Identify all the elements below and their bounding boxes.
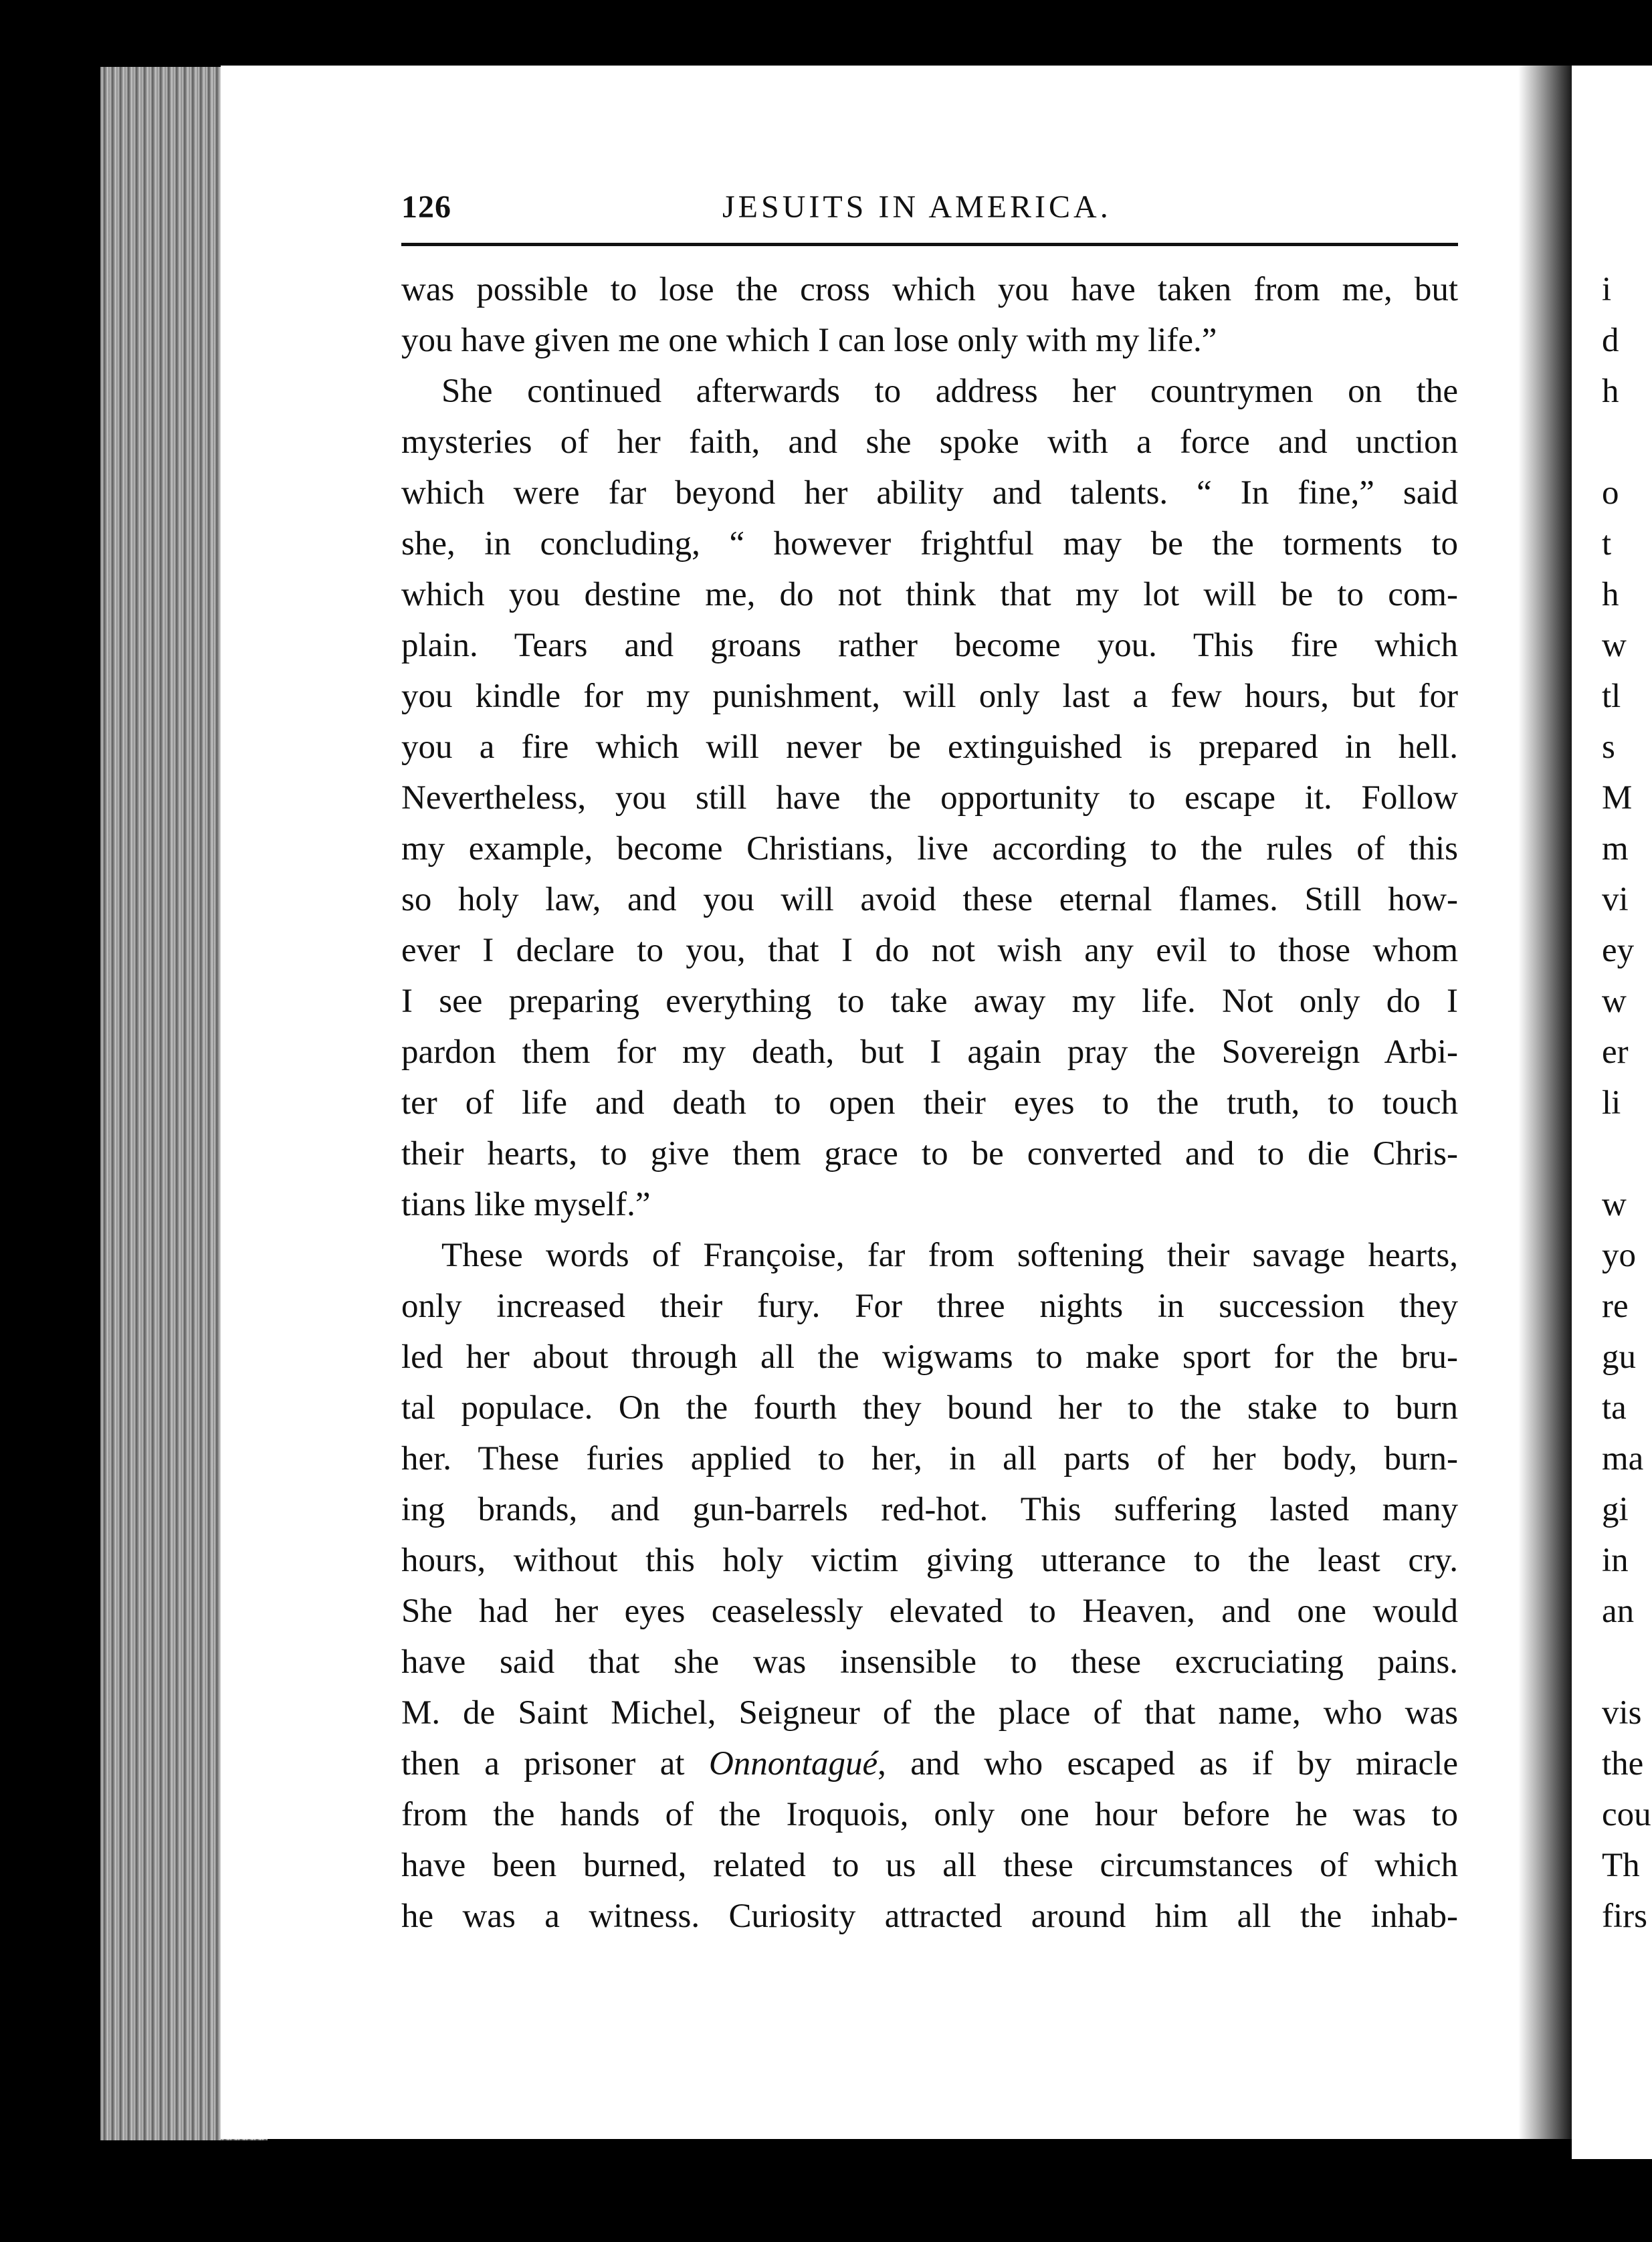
text-line: only increased their fury. For three nights in succession they	[401, 1288, 1458, 1325]
text-line: ever I declare to you, that I do not wish any evil to those whom	[401, 932, 1458, 969]
facing-text-fragment: in	[1602, 1542, 1629, 1579]
text-line: I see preparing everything to take away my life. Not only do I	[401, 983, 1458, 1020]
text-line: plain. Tears and groans rather become you. This fire which	[401, 627, 1458, 664]
text-line: ing brands, and gun-barrels red-hot. This suffering lasted many	[401, 1491, 1458, 1528]
facing-text-fragment: an	[1602, 1593, 1635, 1630]
text-line: which were far beyond her ability and talents. “ In fine,” said	[401, 474, 1458, 512]
facing-text-fragment: vis	[1602, 1694, 1642, 1732]
facing-text-fragment: ta	[1602, 1389, 1627, 1427]
facing-text-fragment: Th	[1602, 1847, 1640, 1884]
text-line: so holy law, and you will avoid these eternal flames. Still how-	[401, 881, 1458, 918]
text-line: M. de Saint Michel, Seigneur of the place of that name, who was	[401, 1694, 1458, 1732]
facing-text-fragment: li	[1602, 1084, 1621, 1122]
text-line: she, in concluding, “ however frightful may be the torments to	[401, 525, 1458, 563]
page-header	[401, 189, 1458, 242]
facing-text-fragment: m	[1602, 830, 1629, 868]
facing-text-fragment: h	[1602, 576, 1619, 613]
facing-text-fragment: gu	[1602, 1338, 1636, 1376]
facing-text-fragment: d	[1602, 322, 1619, 359]
facing-text-fragment	[1602, 417, 1652, 468]
facing-text-fragment	[1602, 1128, 1652, 1179]
text-line: Nevertheless, you still have the opportunity to escape it. Follow	[401, 779, 1458, 817]
page-number: 126	[401, 189, 451, 225]
facing-text-fragment: h	[1602, 373, 1619, 410]
text-line: then a prisoner at Onnontagué, and who escaped as if by miracle	[401, 1745, 1458, 1782]
text-line: from the hands of the Iroquois, only one hour before he was to	[401, 1796, 1458, 1833]
text-line: She continued afterwards to address her countrymen on the	[441, 373, 1458, 410]
text-line: their hearts, to give them grace to be converted and to die Chris-	[401, 1135, 1458, 1173]
text-line: led her about through all the wigwams to make sport for the bru-	[401, 1338, 1458, 1376]
facing-text-fragment: w	[1602, 983, 1627, 1020]
facing-text-fragment: ey	[1602, 932, 1635, 969]
text-line: was possible to lose the cross which you have taken from me, but	[401, 271, 1458, 308]
text-line: These words of Françoise, far from softening their savage hearts,	[441, 1237, 1458, 1274]
text-line: tal populace. On the fourth they bound her to the stake to burn	[401, 1389, 1458, 1427]
facing-text-fragment: t	[1602, 525, 1612, 563]
facing-text-fragment: ma	[1602, 1440, 1644, 1477]
text-line: you kindle for my punishment, will only last a few hours, but for	[401, 678, 1458, 715]
text-line: ter of life and death to open their eyes to the truth, to touch	[401, 1084, 1458, 1122]
text-line: you a fire which will never be extinguished is prepared in hell.	[401, 728, 1458, 766]
text-line: She had her eyes ceaselessly elevated to Heaven, and one would	[401, 1593, 1458, 1630]
facing-text-fragment: yo	[1602, 1237, 1636, 1274]
facing-text-fragment: w	[1602, 627, 1627, 664]
facing-text-fragment: o	[1602, 474, 1619, 512]
facing-text-fragment: gi	[1602, 1491, 1629, 1528]
text-line: you have given me one which I can lose only with my life.”	[401, 322, 1217, 359]
facing-text-fragment: w	[1602, 1186, 1627, 1223]
text-line: my example, become Christians, live according to the rules of this	[401, 830, 1458, 868]
facing-text-fragment: cou	[1602, 1796, 1651, 1833]
facing-text-fragment: tl	[1602, 678, 1621, 715]
facing-text-fragment: re	[1602, 1288, 1629, 1325]
facing-text-fragment	[1602, 1637, 1652, 1688]
text-line: he was a witness. Curiosity attracted around him all the inhab-	[401, 1898, 1458, 1935]
text-line: hours, without this holy victim giving utterance to the least cry.	[401, 1542, 1458, 1579]
spine-shadow	[1518, 66, 1572, 2139]
text-line: have said that she was insensible to these excruciating pains.	[401, 1643, 1458, 1681]
facing-text-fragment: s	[1602, 728, 1615, 766]
facing-text-fragment: the	[1602, 1745, 1644, 1782]
facing-page-text	[1602, 264, 1652, 1942]
body-text	[401, 264, 1458, 1942]
facing-text-fragment: firs	[1602, 1898, 1647, 1935]
running-title: JESUITS IN AMERICA.	[722, 189, 1112, 225]
place-name-italic: Onnontagué	[708, 1745, 878, 1782]
text-line: her. These furies applied to her, in all parts of her body, burn-	[401, 1440, 1458, 1477]
text-line: have been burned, related to us all these circumstances of which	[401, 1847, 1458, 1884]
text-line: tians like myself.”	[401, 1186, 651, 1223]
facing-text-fragment: er	[1602, 1033, 1629, 1071]
text-line: which you destine me, do not think that my lot will be to com-	[401, 576, 1458, 613]
facing-text-fragment: vi	[1602, 881, 1629, 918]
header-rule	[401, 243, 1458, 246]
facing-text-fragment: M	[1602, 779, 1633, 817]
text-line: mysteries of her faith, and she spoke with a force and unction	[401, 423, 1458, 461]
facing-text-fragment: i	[1602, 271, 1612, 308]
text-line: pardon them for my death, but I again pray the Sovereign Arbi-	[401, 1033, 1458, 1071]
